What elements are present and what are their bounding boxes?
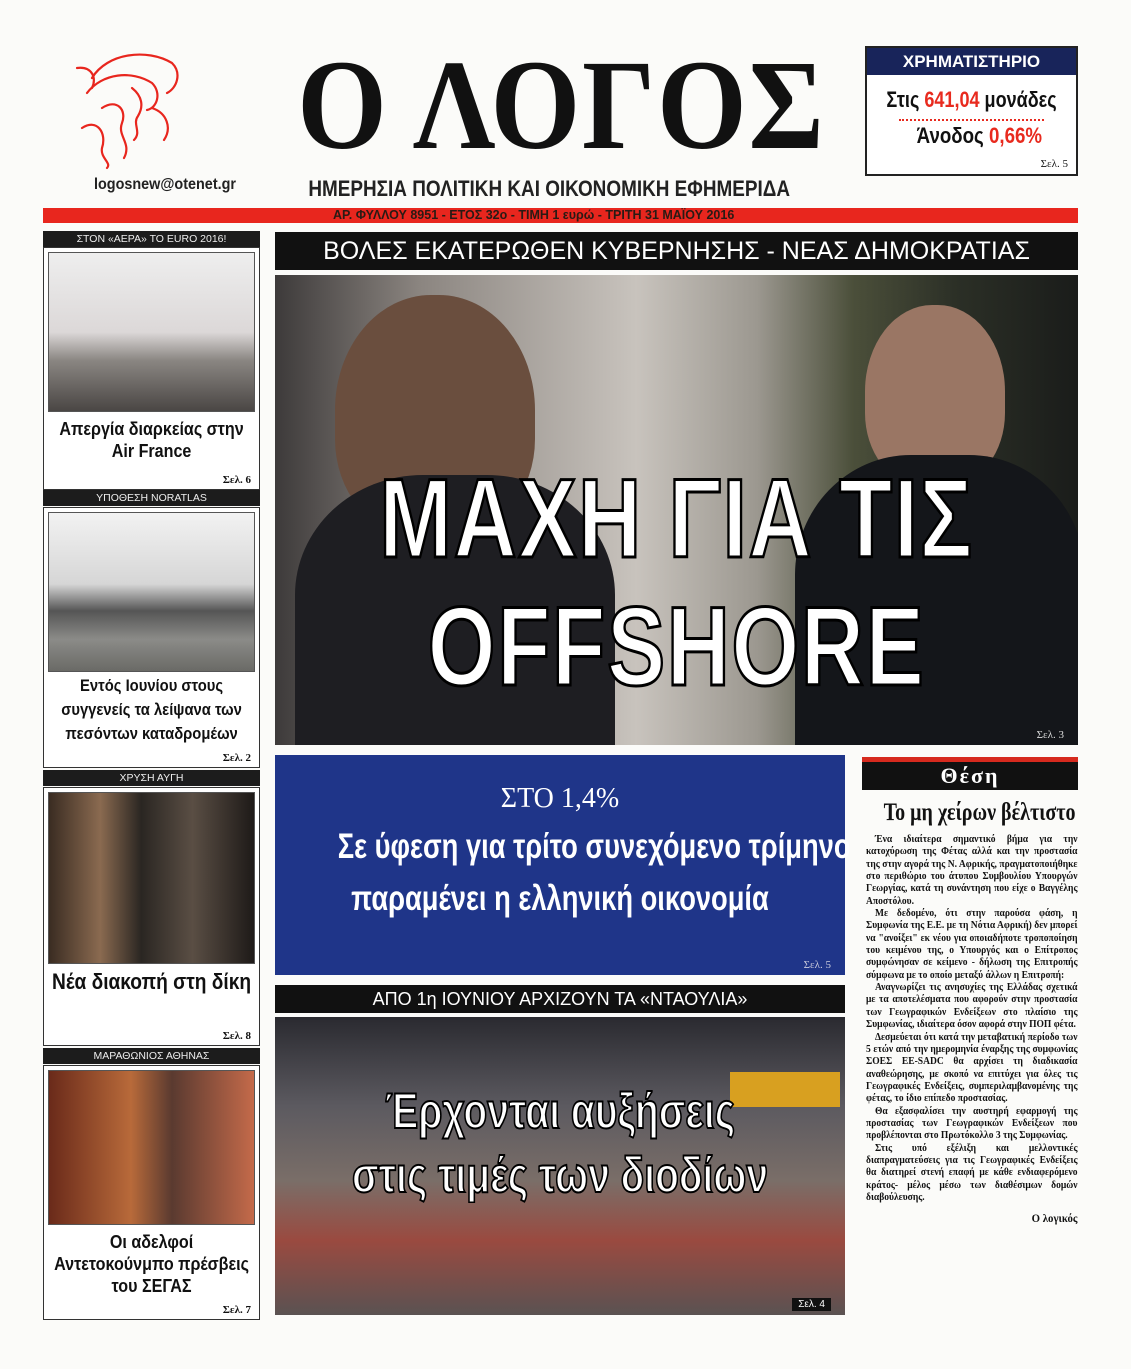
sidebar-label: ΜΑΡΑΘΩΝΙΟΣ ΑΘΗΝΑΣ	[43, 1048, 260, 1064]
tolls-headline-line2: στις τιμές των διοδίων	[351, 1147, 769, 1203]
tolls-kicker: ΑΠΟ 1η ΙΟΥΝΙΟΥ ΑΡΧΙΖΟΥΝ ΤΑ «ΝΤΑΟΥΛΙΑ»	[275, 985, 845, 1013]
air-france-photo	[48, 252, 255, 412]
stock-index-line	[886, 87, 1057, 113]
editorial-paragraph: Θα εξασφαλίσει την αυστηρή εφαρμογή της προστασίας των Γεωγραφικών Ενδείξεων που προβλέπονται στο Πρωτόκολλο 3 της Συμφωνίας.	[866, 1105, 1078, 1142]
sidebar-story-golden-dawn[interactable]	[43, 787, 260, 1046]
logo-illustration	[72, 48, 192, 170]
editorial-signature: Ο λογικός	[1031, 1211, 1078, 1226]
sidebar-headline: Νέα διακοπή στη δίκη	[51, 969, 252, 994]
editorial-paragraph: Δεσμεύεται ότι κατά την μεταβατική περίοδο των 5 ετών από την ημερομηνία έναρξης της συμφωνίας ΣΟΕΣ ΕΕ-SADC θα αρχίσει τη διαδικασία αναθεώρησης, με σκοπό να επιτύχει για όλες τις Γεωγραφικές Ενδείξεις, συμπεριλαμβανομένης της φέτας, το ίδιο επίπεδο προστασίας.	[866, 1031, 1078, 1105]
lead-story[interactable]	[275, 275, 1078, 745]
page-ref: Σελ. 6	[222, 474, 251, 486]
lead-headline-line1: ΜΑΧΗ ΓΙΑ ΤΙΣ	[379, 456, 974, 581]
lead-headline-line2: OFFSHORE	[427, 584, 926, 709]
editorial-paragraph: Αναγνωρίζει τις ανησυχίες της Ελλάδας σχετικά με τα αποτελέσματα που αφορούν στην προστασία των Γεωγραφικών Ενδείξεων στο πλαίσιο της Συμφωνίας, ιδιαίτερα όσον αφορά στην ΠΟΠ φέτα.	[866, 982, 1078, 1031]
stock-index-value: 641,04	[924, 87, 980, 112]
sidebar-label: ΣΤΟΝ «ΑΕΡΑ» ΤΟ EURO 2016!	[43, 231, 260, 247]
sidebar-story-noratlas[interactable]	[43, 507, 260, 768]
editorial-section-banner	[862, 757, 1078, 790]
stock-change-value: 0,66%	[988, 123, 1042, 148]
editorial-title: Το μη χείρων βέλτιστο	[883, 799, 1076, 826]
sidebar-headline: Απεργία διαρκείας στην Air France	[59, 418, 244, 461]
page-ref: Σελ. 2	[222, 752, 251, 764]
page-ref: Σελ. 5	[803, 959, 831, 971]
sidebar-headline: Εντός Ιουνίου στους συγγενείς τα λείψανα των πεσόντων καταδρομέων	[61, 676, 242, 743]
stock-prefix: Στις	[886, 87, 920, 112]
editorial-section: Θέση	[940, 763, 1000, 788]
page-ref: Σελ. 8	[222, 1030, 251, 1042]
newspaper-subtitle: ΗΜΕΡΗΣΙΑ ΠΟΛΙΤΙΚΗ ΚΑΙ ΟΙΚΟΝΟΜΙΚΗ ΕΦΗΜΕΡΙΔΑ	[308, 176, 791, 201]
page-ref: Σελ. 5	[1040, 158, 1068, 170]
lead-kicker: ΒΟΛΕΣ ΕΚΑΤΕΡΩΘΕΝ ΚΥΒΕΡΝΗΣΗΣ - ΝΕΑΣ ΔΗΜΟΚΡΑΤΙΑΣ	[275, 232, 1078, 270]
editorial-paragraph: Στις υπό εξέλιξη και μελλοντικές διαπραγματεύσεις για τις Γεωγραφικές Ενδείξεις θα διατηρεί στενή επαφή με κάθε ενδιαφερόμενο κράτος- μέλος μέσω των διαθέσιμων δομών διαβούλευσης.	[866, 1142, 1078, 1203]
sidebar-story-air-france[interactable]	[43, 247, 260, 490]
page-ref: Σελ. 3	[1036, 729, 1064, 741]
lead-headline	[363, 455, 989, 711]
editorial-paragraph: Ένα ιδιαίτερα σημαντικό βήμα για την κατοχύρωση της Φέτας αλλά και την προστασία της στην αγορά της Ν. Αφρικής, πραγματοποιήθηκε στο περιθώριο του άτυπου Συμβουλίου Υπουργών Γεωργίας, κατά τη συνάντηση που είχε ο Βαγγέλης Αποστόλου.	[866, 834, 1078, 907]
stock-suffix: μονάδες	[984, 87, 1057, 112]
issue-bar	[43, 208, 1078, 223]
dotted-divider	[899, 119, 1044, 121]
noratlas-photo	[48, 512, 255, 672]
sidebar-headline: Οι αδελφοί Αντετοκούνμπο πρέσβεις του ΣΕΓΑΣ	[54, 1231, 249, 1296]
economy-headline-line2: παραμένει η ελληνική οικονομία	[351, 879, 769, 918]
contact-email[interactable]: logosnew@otenet.gr	[93, 176, 237, 193]
issue-info: ΑΡ. ΦΥΛΛΟΥ 8951 - ΕΤΟΣ 32ο - ΤΙΜΗ 1 ευρώ - ΤΡΙΤΗ 31 ΜΑΪΟΥ 2016	[333, 208, 735, 222]
economy-story[interactable]	[275, 755, 851, 975]
antetokounmpo-photo	[48, 1070, 255, 1225]
sidebar-story-antetokounmpo[interactable]	[43, 1065, 260, 1320]
sidebar-label: ΧΡΥΣΗ ΑΥΓΗ	[43, 770, 260, 786]
stock-change-label: Άνοδος	[916, 123, 984, 148]
courtroom-photo	[48, 792, 255, 964]
tolls-headline-line1: Έρχονται αυξήσεις	[384, 1083, 736, 1139]
newspaper-title: Ο ΛΟΓΟΣ	[297, 34, 826, 176]
tolls-story[interactable]	[275, 1017, 845, 1315]
sidebar-label: ΥΠΟΘΕΣΗ NORATLAS	[43, 490, 260, 506]
economy-kicker: ΣΤΟ 1,4%	[500, 783, 620, 814]
stock-market-box	[865, 46, 1078, 176]
stock-header: ΧΡΗΜΑΤΙΣΤΗΡΙΟ	[867, 48, 1076, 75]
editorial-body	[866, 834, 1078, 1226]
stock-change-line	[898, 123, 1076, 149]
editorial-paragraph: Με δεδομένο, ότι στην παρούσα φάση, η Συμφωνία της Ε.Ε. με τη Νότια Αφρική) δεν μπορεί να "ανοίξει" εκ νέου για οποιαδήποτε τροποποίηση του κειμένου της, ο Υπουργός και ο Επίτροπος συμφώνησαν σε κείμενο - δήλωση της Επιτροπής σύμφωνα με το οποίο μεταξύ άλλων η Επιτροπή:	[866, 908, 1078, 981]
economy-headline-line1: Σε ύφεση για τρίτο συνεχόμενο τρίμηνο	[337, 827, 851, 866]
page-ref: Σελ. 7	[222, 1304, 251, 1316]
page-ref: Σελ. 4	[792, 1298, 831, 1311]
tolls-headline	[338, 1079, 783, 1207]
